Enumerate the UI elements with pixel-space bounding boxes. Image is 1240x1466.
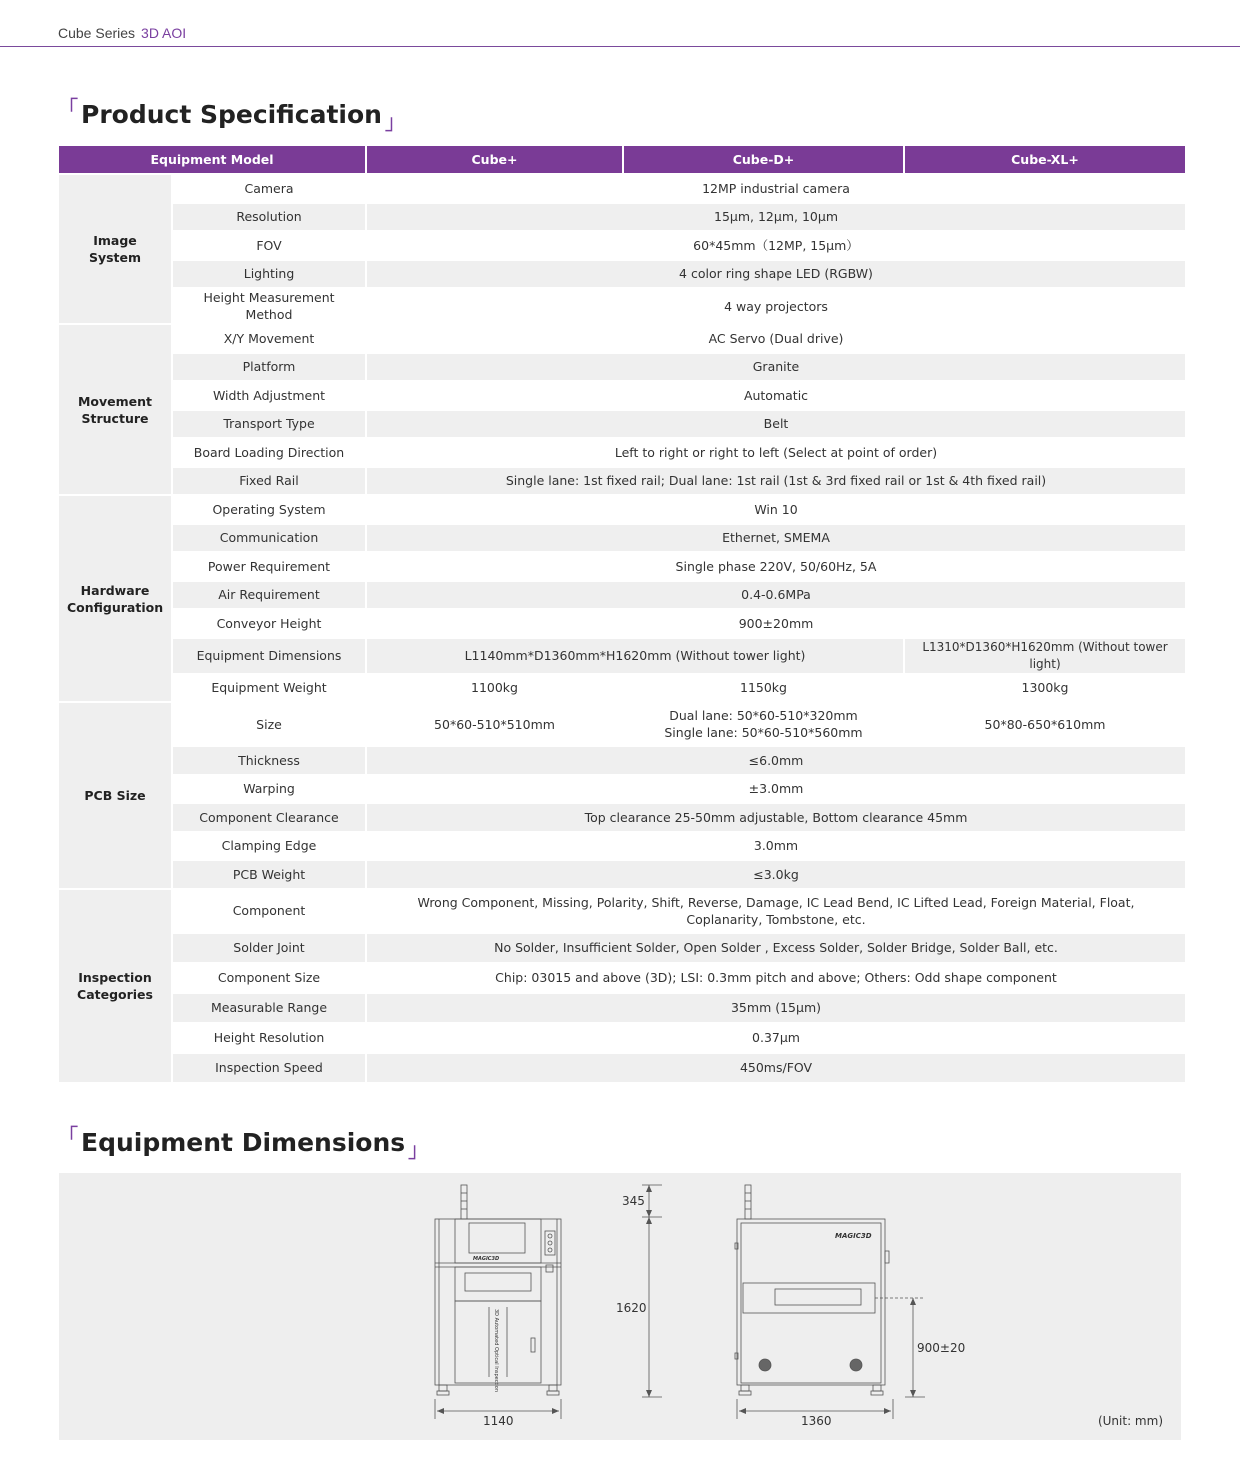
- param-value: 4 way projectors: [367, 289, 1185, 323]
- series-label: [58, 25, 186, 41]
- table-row: [59, 776, 1185, 803]
- table-row: [59, 747, 1185, 774]
- param-label: Board Loading Direction: [173, 439, 365, 466]
- spec-title-text: Product Specification: [81, 100, 382, 129]
- side-logo: MAGIC3D: [835, 1232, 872, 1240]
- table-row: [59, 525, 1185, 552]
- param-label: Transport Type: [173, 411, 365, 438]
- dimension-drawing: [59, 1173, 1181, 1440]
- param-label: Platform: [173, 354, 365, 381]
- table-row: [59, 994, 1185, 1022]
- param-value: 15μm, 12μm, 10μm: [367, 204, 1185, 231]
- category-image-system: Image System: [59, 175, 171, 323]
- table-row: [59, 861, 1185, 888]
- dim-side-width: 1360: [801, 1414, 832, 1428]
- param-label: Component Size: [173, 964, 365, 992]
- param-value-multiline: [624, 703, 903, 745]
- spec-section-title: [58, 92, 405, 135]
- table-row: [59, 382, 1185, 409]
- param-value: 900±20mm: [367, 610, 1185, 637]
- table-row: [59, 582, 1185, 609]
- param-label: X/Y Movement: [173, 325, 365, 352]
- param-label: Height Measurement Method: [173, 289, 365, 323]
- param-label: Clamping Edge: [173, 833, 365, 860]
- title-bracket-close-icon: 」: [384, 110, 405, 134]
- param-label: Height Resolution: [173, 1024, 365, 1052]
- table-row: [59, 553, 1185, 580]
- param-value: Ethernet, SMEMA: [367, 525, 1185, 552]
- header-cube-xl-plus: Cube-XL+: [905, 146, 1185, 173]
- param-label: Camera: [173, 175, 365, 202]
- table-row: [59, 804, 1185, 831]
- param-label: Fixed Rail: [173, 468, 365, 495]
- param-label: Resolution: [173, 204, 365, 231]
- param-value: ≤6.0mm: [367, 747, 1185, 774]
- param-value: Win 10: [367, 496, 1185, 523]
- table-row: [59, 934, 1185, 962]
- param-label: FOV: [173, 232, 365, 259]
- param-value: 1150kg: [624, 675, 903, 702]
- param-value: 50*80-650*610mm: [905, 703, 1185, 745]
- param-value: Single phase 220V, 50/60Hz, 5A: [367, 553, 1185, 580]
- param-value: Top clearance 25-50mm adjustable, Bottom clearance 45mm: [367, 804, 1185, 831]
- table-row: [59, 639, 1185, 673]
- param-value: 0.37μm: [367, 1024, 1185, 1052]
- param-value: 12MP industrial camera: [367, 175, 1185, 202]
- title-bracket-open-icon: 「: [58, 96, 78, 120]
- header-cube-plus: Cube+: [367, 146, 622, 173]
- param-value: 35mm (15μm): [367, 994, 1185, 1022]
- param-label: Air Requirement: [173, 582, 365, 609]
- param-value: ≤3.0kg: [367, 861, 1185, 888]
- dims-title-text: Equipment Dimensions: [81, 1128, 406, 1157]
- table-row: [59, 289, 1185, 323]
- param-label: Communication: [173, 525, 365, 552]
- dims-section-title: [58, 1120, 428, 1163]
- table-row: [59, 703, 1185, 745]
- param-value: AC Servo (Dual drive): [367, 325, 1185, 352]
- table-row: [59, 468, 1185, 495]
- page-header: [0, 0, 1240, 47]
- param-label: Width Adjustment: [173, 382, 365, 409]
- title-bracket-close-icon: 」: [408, 1138, 429, 1162]
- category-hardware-configuration: Hardware Configuration: [59, 496, 171, 701]
- param-value: 50*60-510*510mm: [367, 703, 622, 745]
- series-name: Cube Series: [58, 25, 136, 41]
- param-label: Measurable Range: [173, 994, 365, 1022]
- dim-conveyor-height: 900±20: [917, 1341, 966, 1355]
- table-row: [59, 232, 1185, 259]
- param-value: Wrong Component, Missing, Polarity, Shift, Reverse, Damage, IC Lead Bend, IC Lifted Lead, Foreign Material, Float, Coplanarity, Tombstone, etc.: [367, 890, 1185, 932]
- series-subtitle: 3D AOI: [141, 25, 187, 41]
- param-value: No Solder, Insufficient Solder, Open Solder , Excess Solder, Solder Bridge, Solder Ball, etc.: [367, 934, 1185, 962]
- dimension-drawing-panel: [59, 1173, 1181, 1440]
- category-pcb-size: PCB Size: [59, 703, 171, 888]
- param-label: Inspection Speed: [173, 1054, 365, 1082]
- table-row: [59, 833, 1185, 860]
- table-row: [59, 411, 1185, 438]
- title-bracket-open-icon: 「: [58, 1124, 78, 1148]
- param-label: Equipment Dimensions: [173, 639, 365, 673]
- param-label: Power Requirement: [173, 553, 365, 580]
- table-row: [59, 964, 1185, 992]
- height-dimension-lines: [642, 1185, 662, 1397]
- param-value: 1100kg: [367, 675, 622, 702]
- param-label: Thickness: [173, 747, 365, 774]
- table-row: [59, 261, 1185, 288]
- param-label: Solder Joint: [173, 934, 365, 962]
- param-value: 450ms/FOV: [367, 1054, 1185, 1082]
- param-value: 3.0mm: [367, 833, 1185, 860]
- param-value: L1140mm*D1360mm*H1620mm (Without tower light): [367, 639, 903, 673]
- table-row: [59, 439, 1185, 466]
- header-cube-d-plus: Cube-D+: [624, 146, 903, 173]
- param-value: Chip: 03015 and above (3D); LSI: 0.3mm pitch and above; Others: Odd shape component: [367, 964, 1185, 992]
- spec-table: [57, 144, 1187, 1084]
- param-value: L1310*D1360*H1620mm (Without tower light): [905, 639, 1185, 673]
- param-label: Warping: [173, 776, 365, 803]
- unit-label: (Unit: mm): [1097, 1414, 1163, 1428]
- dim-tower-height: 345: [622, 1194, 645, 1208]
- size-dual-lane: Dual lane: 50*60-510*320mm: [669, 708, 858, 723]
- param-value: Automatic: [367, 382, 1185, 409]
- param-value: 0.4-0.6MPa: [367, 582, 1185, 609]
- category-inspection-categories: Inspection Categories: [59, 890, 171, 1082]
- param-label: Size: [173, 703, 365, 745]
- param-label: Lighting: [173, 261, 365, 288]
- header-equipment-model: Equipment Model: [59, 146, 365, 173]
- side-view-machine: [735, 1185, 925, 1419]
- param-label: Component Clearance: [173, 804, 365, 831]
- table-row: [59, 175, 1185, 202]
- front-logo: MAGIC3D: [473, 1256, 500, 1262]
- size-single-lane: Single lane: 50*60-510*560mm: [664, 725, 863, 740]
- table-row: [59, 1024, 1185, 1052]
- param-label: Operating System: [173, 496, 365, 523]
- table-row: [59, 675, 1185, 702]
- dim-front-width: 1140: [483, 1414, 514, 1428]
- table-row: [59, 354, 1185, 381]
- dim-total-height: 1620: [616, 1301, 647, 1315]
- param-value: 60*45mm（12MP, 15μm）: [367, 232, 1185, 259]
- table-row: [59, 204, 1185, 231]
- param-value: Left to right or right to left (Select at point of order): [367, 439, 1185, 466]
- param-label: Equipment Weight: [173, 675, 365, 702]
- param-label: Conveyor Height: [173, 610, 365, 637]
- category-movement-structure: Movement Structure: [59, 325, 171, 494]
- param-value: 1300kg: [905, 675, 1185, 702]
- front-machine-label: 3D Automated Optical Inspection: [493, 1309, 499, 1393]
- param-label: PCB Weight: [173, 861, 365, 888]
- table-row: [59, 1054, 1185, 1082]
- table-row: [59, 325, 1185, 352]
- param-value: ±3.0mm: [367, 776, 1185, 803]
- table-row: [59, 496, 1185, 523]
- param-value: Belt: [367, 411, 1185, 438]
- param-value: 4 color ring shape LED (RGBW): [367, 261, 1185, 288]
- table-row: [59, 890, 1185, 932]
- table-row: [59, 610, 1185, 637]
- param-value: Granite: [367, 354, 1185, 381]
- table-header-row: [59, 146, 1185, 173]
- param-label: Component: [173, 890, 365, 932]
- param-value: Single lane: 1st fixed rail; Dual lane: 1st rail (1st & 3rd fixed rail or 1st & 4th fixed rail): [367, 468, 1185, 495]
